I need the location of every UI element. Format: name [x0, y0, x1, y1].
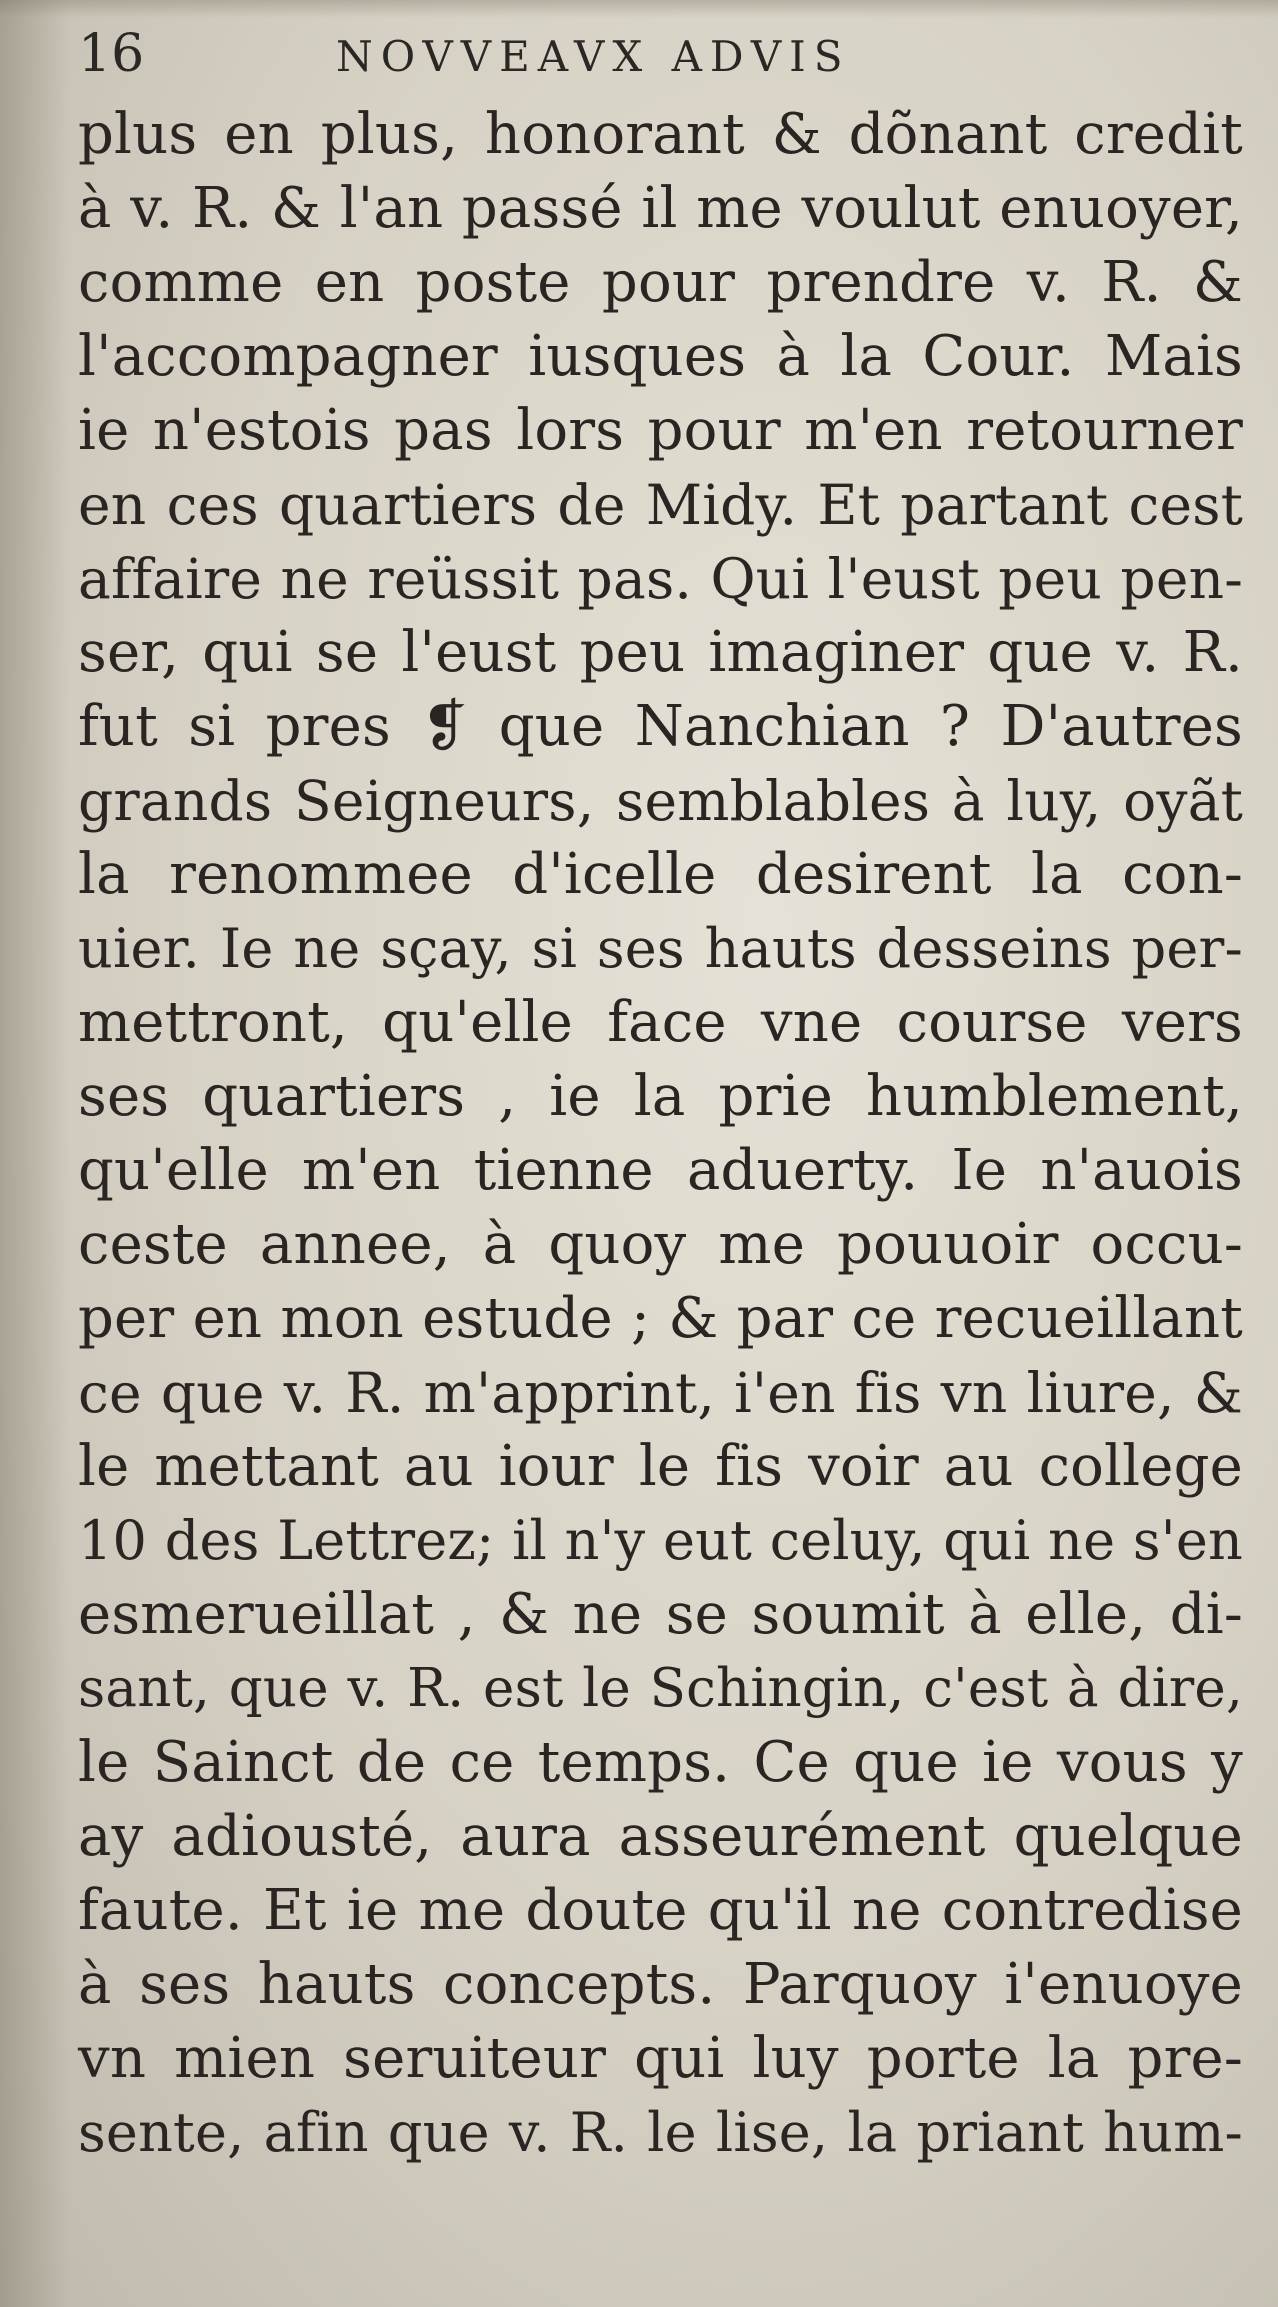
text-line: comme en poste pour prendre v. R. & [78, 250, 1243, 315]
body-text [78, 98, 1243, 2170]
text-line: esmerueillat , & ne se soumit à elle, di- [78, 1582, 1243, 1647]
text-line: sente, afin que v. R. le lise, la priant hum- [78, 2101, 1243, 2164]
text-line: ie n'estois pas lors pour m'en retourner [78, 398, 1243, 463]
text-line: la renommee d'icelle desirent la con- [78, 842, 1243, 907]
text-line: ses quartiers , ie la prie humblement, [78, 1064, 1243, 1129]
text-line: le Sainct de ce temps. Ce que ie vous y [78, 1730, 1243, 1795]
text-line: ser, qui se l'eust peu imaginer que v. R. [78, 620, 1243, 685]
text-line: grands Seigneurs, semblables à luy, oyãt [78, 769, 1243, 833]
text-line: affaire ne reüssit pas. Qui l'eust peu pen- [78, 547, 1243, 611]
text-line: ay adiousté, aura asseurément quelque [78, 1804, 1243, 1869]
text-line: 10 des Lettrez; il n'y eut celuy, qui ne s'en [78, 1509, 1243, 1572]
text-line: à ses hauts concepts. Parquoy i'enuoye [78, 1952, 1243, 2017]
text-line: le mettant au iour le fis voir au college [78, 1434, 1243, 1499]
text-line: ceste annee, à quoy me pouuoir occu- [78, 1212, 1243, 1277]
text-line: mettront, qu'elle face vne course vers [78, 990, 1243, 1055]
text-line: qu'elle m'en tienne aduerty. Ie n'auois [78, 1138, 1243, 1203]
text-line: plus en plus, honorant & dõnant credit [78, 102, 1243, 167]
text-line: en ces quartiers de Midy. Et partant cest [78, 473, 1243, 537]
text-line: fut si pres ❡ que Nanchian ? D'autres [78, 694, 1243, 759]
running-head [78, 18, 1238, 88]
text-line: faute. Et ie me doute qu'il ne contredise [78, 1878, 1243, 1943]
text-line: ce que v. R. m'apprint, i'en fis vn liure, & [78, 1361, 1243, 1425]
text-line: uier. Ie ne sçay, si ses hauts desseins per- [78, 917, 1243, 980]
text-line: per en mon estude ; & par ce recueillant [78, 1286, 1243, 1351]
text-line: sant, que v. R. est le Schingin, c'est à dire, [78, 1658, 1243, 1719]
gutter-shadow [0, 0, 70, 2307]
top-edge-shadow [0, 0, 1278, 18]
text-line: l'accompagner iusques à la Cour. Mais [78, 324, 1243, 389]
text-line: à v. R. & l'an passé il me voulut enuoyer, [78, 176, 1243, 241]
text-line: vn mien seruiteur qui luy porte la pre- [78, 2026, 1243, 2091]
running-title: NOVVEAVX ADVIS [336, 32, 851, 81]
page-number: 16 [78, 24, 145, 84]
